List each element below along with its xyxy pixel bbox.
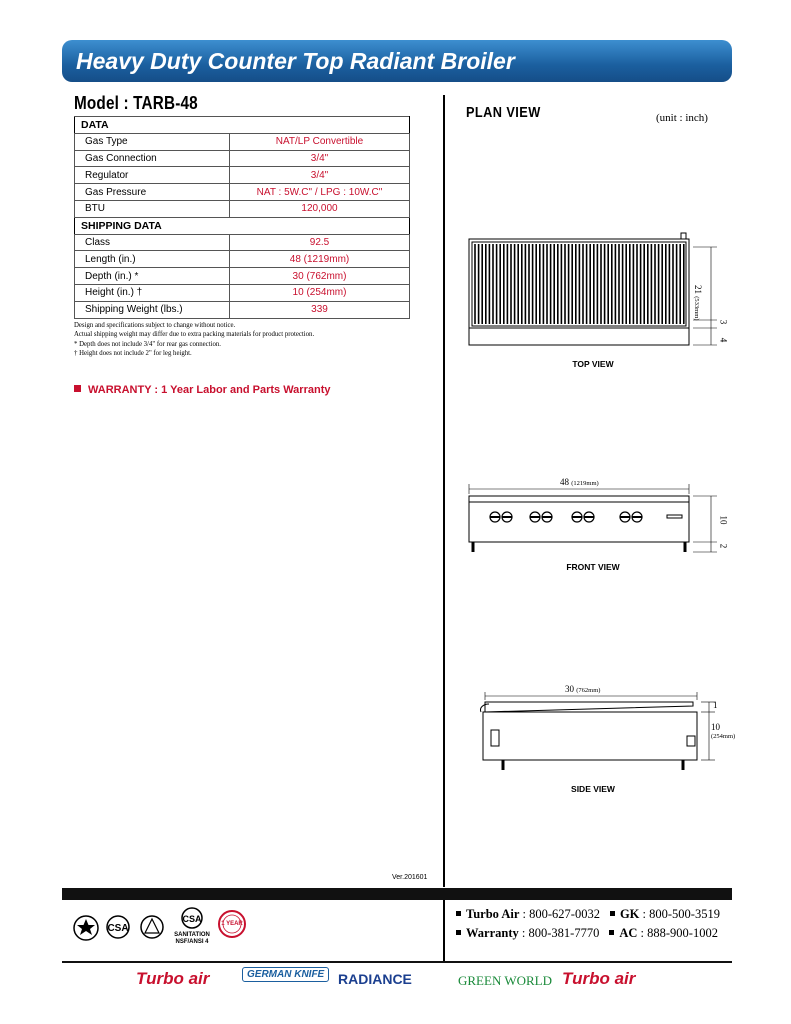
unit-label: (unit : inch) [656,112,708,124]
spec-label: BTU [75,200,230,217]
note-line: Actual shipping weight may differ due to extra packing materials for product protection. [74,331,315,339]
year-badge: 1 YEAR [221,921,243,927]
spec-label: Gas Connection [75,150,230,167]
dim-lip-label: 4 [718,337,729,343]
spec-section-header [75,217,410,234]
table-row [75,251,410,268]
front-dim-height: 10 [718,515,729,525]
spec-notes [74,321,314,358]
version-label: Ver.201601 [392,874,428,881]
side-view-label: SIDE VIEW [571,784,615,794]
side-dim-top: 1 [713,700,718,710]
spec-value: 48 (1219mm) [230,251,410,268]
spec-value: 339 [230,301,410,318]
bullet-square-icon [456,930,461,935]
radiance-logo: RADIANCE [338,971,412,987]
plan-view-title: PLAN VIEW [466,104,541,121]
spec-value: 92.5 [230,234,410,251]
spec-label: Shipping Weight (lbs.) [75,301,230,318]
side-dim-depth: 30 (762mm) [565,684,601,694]
footer-rule [62,961,732,963]
turbo-air-logo: Turbo air [136,969,210,988]
table-row [75,150,410,167]
warranty-text: WARRANTY : 1 Year Labor and Parts Warranty [88,384,331,396]
note-line: † Height does not include 2" for leg height. [74,349,192,357]
contact-name: Turbo Air [466,907,520,921]
table-row [75,200,410,217]
bullet-square-icon [74,385,81,392]
bullet-square-icon [610,911,615,916]
knob-bar [572,516,582,518]
spec-label: Class [75,234,230,251]
note-line: Design and specifications subject to change without notice. [74,322,236,329]
table-row [75,234,410,251]
spec-value: 30 (762mm) [230,268,410,285]
knob-bar [530,516,540,518]
page-title: Heavy Duty Counter Top Radiant Broiler [76,48,515,74]
side-view-drawing [455,690,755,780]
contact-phone: 800-381-7770 [528,926,600,940]
table-row [75,284,410,301]
svg-text:CSA: CSA [182,914,202,924]
front-view-label: FRONT VIEW [566,562,620,572]
german-knife-logo: GERMAN KNIFE [242,967,329,982]
dim-front-label: 3 [718,319,729,325]
spec-section-header [75,117,410,134]
contact-list [456,905,720,943]
spec-value: 3/4" [230,167,410,184]
table-row [75,167,410,184]
table-row [75,268,410,285]
table-row [75,301,410,318]
top-view-label: TOP VIEW [572,359,614,369]
front-dim-leg: 2 [718,543,729,549]
table-row [75,133,410,150]
turbo-air-logo: Turbo air [562,969,636,988]
spec-label: Height (in.) † [75,284,230,301]
dim-depth-label: 21 (533mm) [693,285,703,321]
contact-name: AC [619,926,638,940]
certification-icons [72,902,252,957]
note-line: * Depth does not include 3/4" for rear gas connection. [74,340,221,348]
spec-value: 120,000 [230,200,410,217]
knob-bar [542,516,552,518]
plan-drawings [455,225,755,794]
front-view-drawing [455,480,755,560]
footer-divider [443,900,445,961]
contact-row: Warranty : 800-381-7770 AC : 888-900-1002 [456,924,720,943]
sanitation-label: SANITATION [174,932,210,938]
certification-logos [72,902,252,957]
spec-label: Regulator [75,167,230,184]
contact-name: GK [619,907,640,921]
knob-bar [502,516,512,518]
contact-row: Turbo Air : 800-627-0032 GK : 800-500-3519 [456,905,720,924]
front-dim-width: 48 (1219mm) [560,477,599,487]
warranty-note [74,384,330,396]
bullet-square-icon [456,911,461,916]
knob-bar [490,516,500,518]
spec-value: 10 (254mm) [230,284,410,301]
contact-name: Warranty [466,926,519,940]
page-title-banner [62,40,732,82]
table-row [75,184,410,201]
knob-bar [620,516,630,518]
spec-label: Length (in.) [75,251,230,268]
spec-label: Gas Pressure [75,184,230,201]
contact-phone: 800-627-0032 [529,907,600,921]
data-heading: DATA [75,117,410,134]
footer-bar [62,888,732,900]
spec-value: NAT : 5W.C" / LPG : 10W.C" [230,184,410,201]
green-world-logo: GREEN WORLD [458,973,553,988]
spec-value: 3/4" [230,150,410,167]
contact-phone: 888-900-1002 [647,926,718,940]
brand-logos [132,965,672,995]
spec-label: Gas Type [75,133,230,150]
nsf-label: NSF/ANSI 4 [175,939,209,945]
bullet-square-icon [609,930,614,935]
side-dim-height: 10 (254mm) [711,722,736,740]
knob-bar [584,516,594,518]
contact-phone: 800-500-3519 [649,907,720,921]
svg-text:CSA: CSA [107,923,129,934]
knob-bar [632,516,642,518]
spec-label: Depth (in.) * [75,268,230,285]
column-divider [443,95,445,887]
model-label: Model : TARB-48 [74,93,198,113]
shipping-heading: SHIPPING DATA [75,217,410,234]
spec-table [74,116,410,319]
spec-value: NAT/LP Convertible [230,133,410,150]
